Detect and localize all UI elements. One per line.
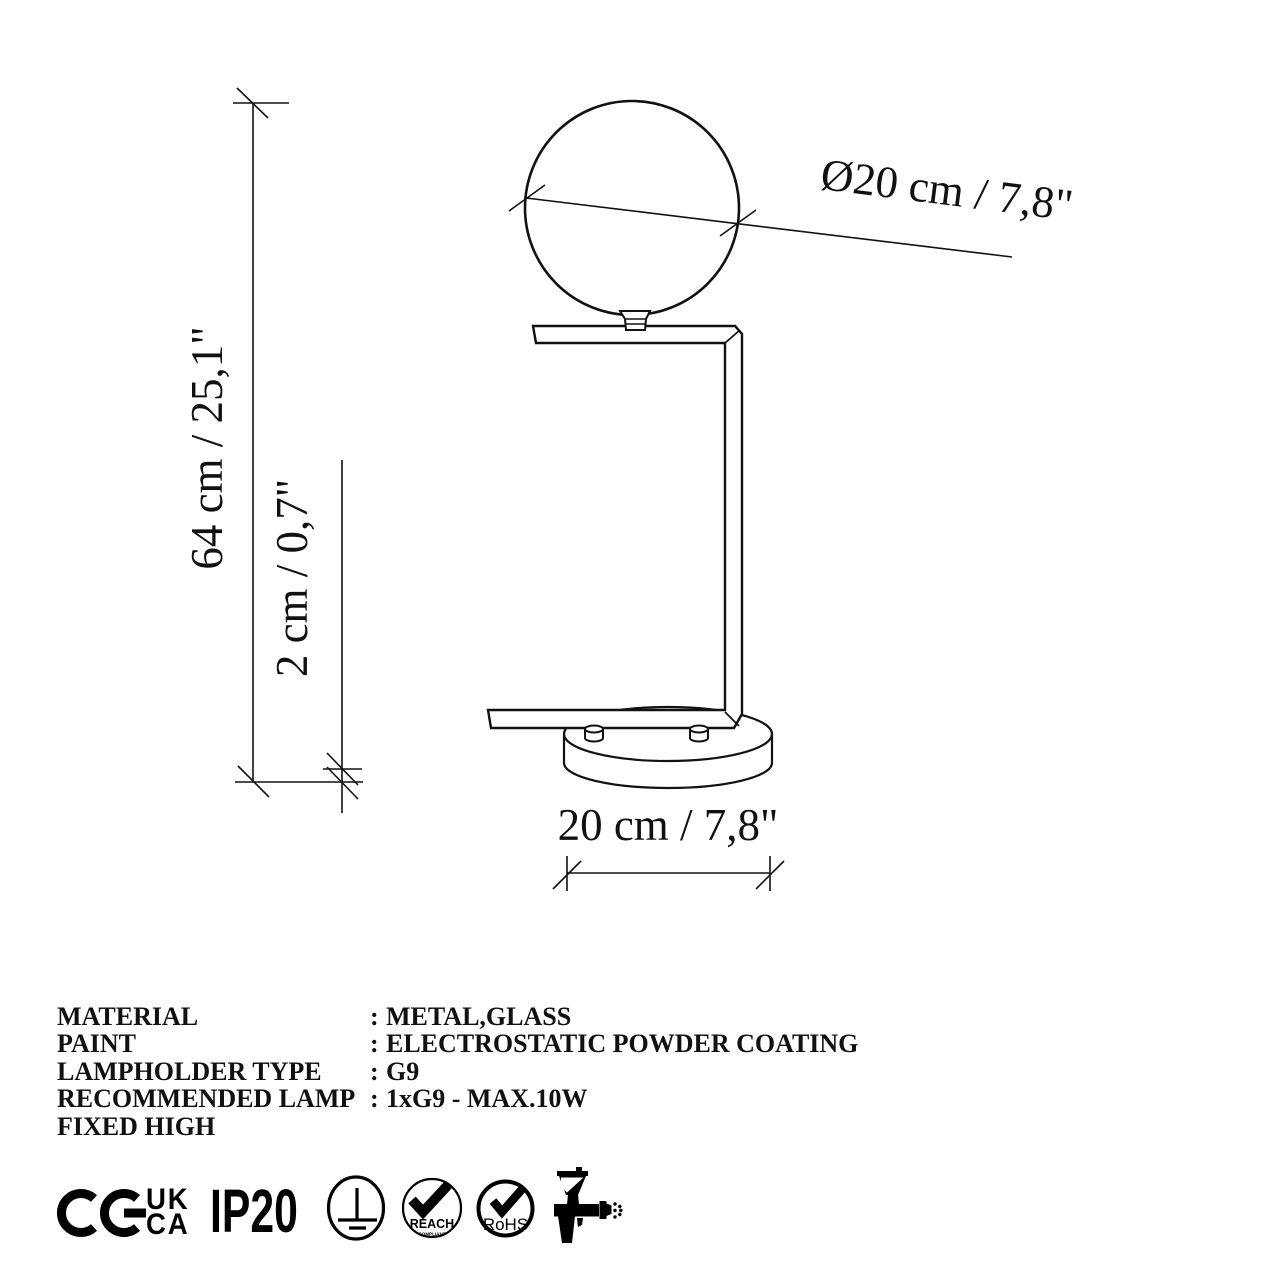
- spec-row-paint: [57, 1030, 917, 1057]
- glass-globe: [525, 101, 739, 315]
- spec-table: [57, 1003, 917, 1140]
- spec-label: MATERIAL: [57, 1002, 199, 1031]
- dim-height-label: 64 cm / 25,1": [181, 326, 232, 570]
- ukca-mark-icon: [146, 1183, 190, 1241]
- spec-value: 1xG9 - MAX.10W: [386, 1084, 588, 1114]
- spec-value: ELECTROSTATIC POWDER COATING: [386, 1029, 859, 1059]
- spec-value: [386, 1113, 917, 1140]
- rohs-icon: [474, 1174, 538, 1242]
- spec-label: FIXED HIGH: [57, 1111, 216, 1141]
- spec-value: G9: [386, 1056, 420, 1086]
- ukca-line2: CA: [146, 1208, 190, 1241]
- spec-label: PAINT: [57, 1029, 136, 1059]
- spec-colon: :: [370, 1002, 379, 1031]
- spec-row-lampholder: [57, 1058, 917, 1085]
- dim-base-width-label: 20 cm / 7,8": [557, 799, 779, 850]
- spec-colon: :: [370, 1084, 379, 1114]
- spec-row-fixed-high: [57, 1113, 917, 1140]
- spray-gun-icon: [545, 1163, 623, 1247]
- stand-frame: [488, 326, 742, 728]
- spec-label: LAMPHOLDER TYPE: [57, 1056, 322, 1086]
- dim-base-thickness-label: 2 cm / 0,7": [266, 478, 317, 678]
- spec-colon: :: [370, 1056, 379, 1086]
- spec-colon: [370, 1113, 386, 1140]
- reach-subtitle: COMPLIANT: [418, 1231, 446, 1237]
- rohs-label: RoHS: [482, 1215, 529, 1234]
- dim-height: [233, 88, 363, 797]
- dim-base-thickness: [323, 460, 362, 813]
- spec-row-material: [57, 1003, 917, 1030]
- spec-label: RECOMMENDED LAMP: [57, 1084, 356, 1114]
- spray-gun-cup-highlight: [561, 1178, 584, 1193]
- spec-colon: :: [370, 1029, 379, 1059]
- ce-mark-icon: [56, 1184, 156, 1242]
- spec-value: METAL,GLASS: [386, 1002, 572, 1031]
- ukca-line1: UK: [146, 1183, 190, 1216]
- spec-row-recommended-lamp: [57, 1085, 917, 1112]
- dim-diameter-label: Ø20 cm / 7,8": [818, 149, 1076, 231]
- dim-base-width: [553, 856, 784, 891]
- reach-title: REACH: [409, 1217, 455, 1231]
- ip-rating-text: IP20: [210, 1177, 298, 1245]
- protective-earth-icon: [325, 1172, 387, 1242]
- reach-compliant-icon: [400, 1174, 464, 1242]
